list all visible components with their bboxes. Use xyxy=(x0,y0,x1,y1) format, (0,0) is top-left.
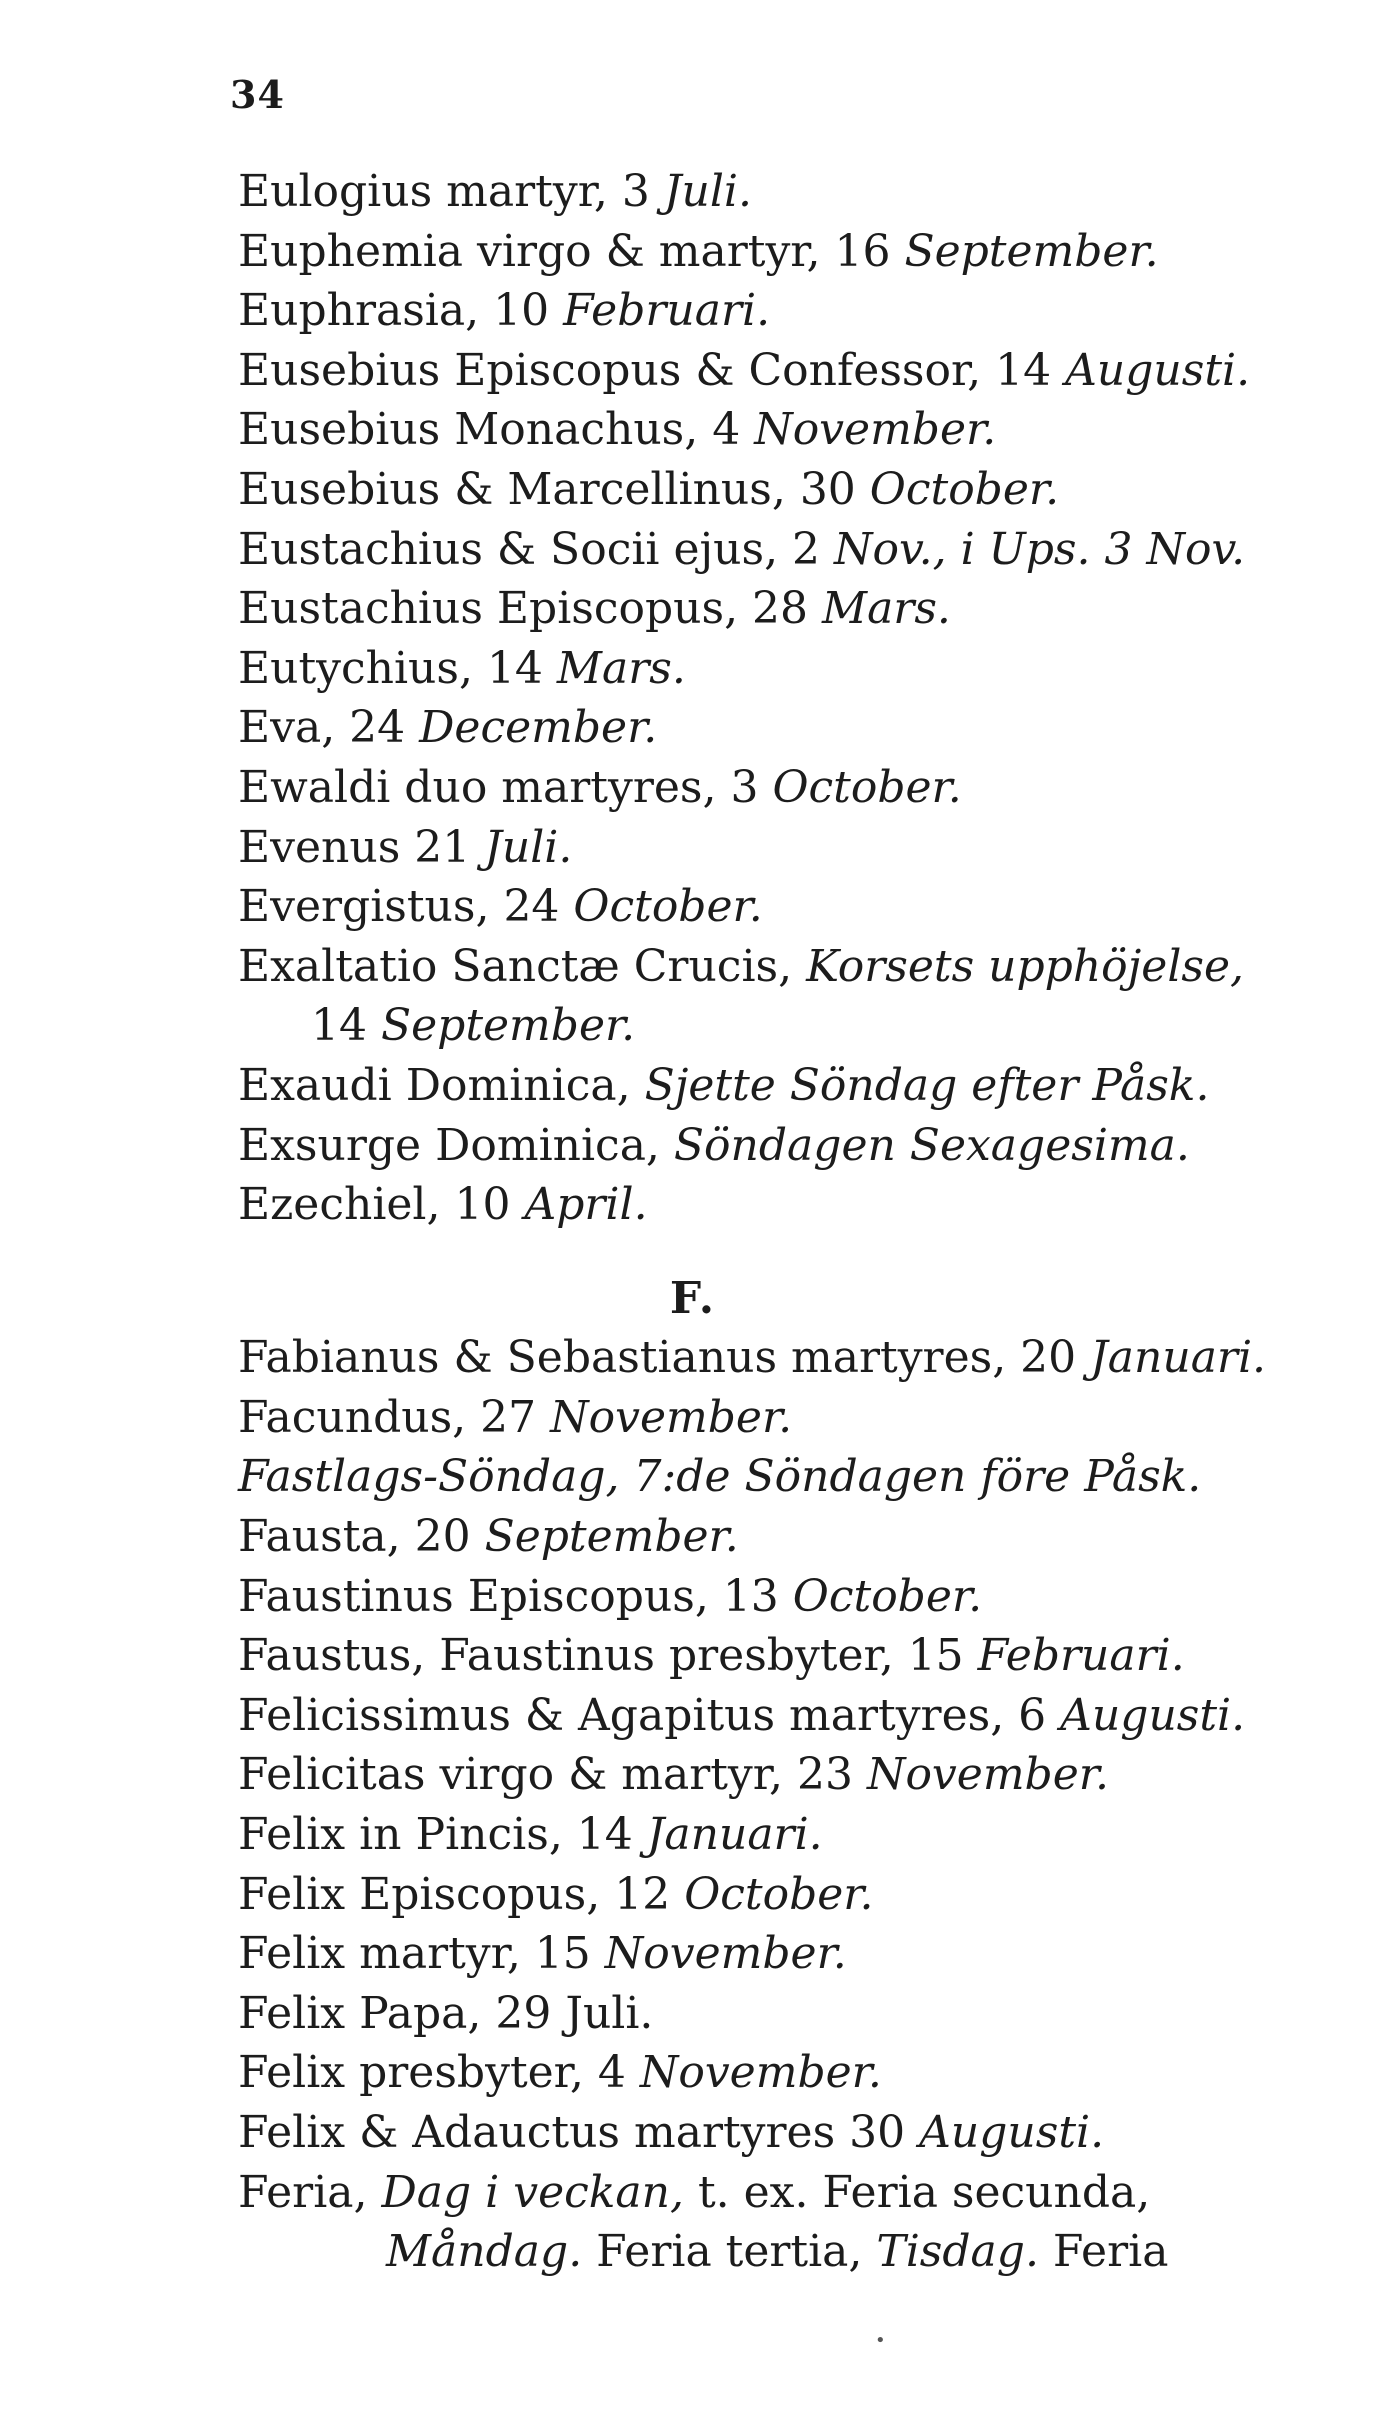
index-entry: Exaudi Dominica, Sjette Söndag efter Påsk. xyxy=(238,1059,1210,1111)
index-entry: Evenus 21 Juli. xyxy=(238,821,573,873)
index-entry: Eustachius Episcopus, 28 Mars. xyxy=(238,583,951,635)
index-entry: Fastlags-Söndag, 7:de Söndagen före Påsk. xyxy=(238,1451,1202,1503)
index-entry: Felix Papa, 29 Juli. xyxy=(238,1987,654,2039)
index-entry: Euphrasia, 10 Februari. xyxy=(238,285,771,337)
index-entry: Felix Episcopus, 12 October. xyxy=(238,1868,874,1920)
index-entry: Eusebius & Marcellinus, 30 October. xyxy=(238,463,1060,515)
section-heading: F. xyxy=(669,1272,717,1324)
index-entry: Ezechiel, 10 April. xyxy=(238,1179,648,1231)
index-entry: Felix in Pincis, 14 Januari. xyxy=(238,1809,823,1861)
index-entry: Felix presbyter, 4 November. xyxy=(238,2047,882,2099)
index-entry: Eustachius & Socii ejus, 2 Nov., i Ups. 3 Nov. xyxy=(238,523,1246,575)
page-number: 34 xyxy=(230,72,285,117)
index-entry: Ewaldi duo martyres, 3 October. xyxy=(238,761,962,813)
index-entry: Felix martyr, 15 November. xyxy=(238,1928,847,1980)
index-entry: Faustus, Faustinus presbyter, 15 Februari. xyxy=(238,1630,1185,1682)
index-entry: Felicitas virgo & martyr, 23 November. xyxy=(238,1749,1109,1801)
index-entry: Fabianus & Sebastianus martyres, 20 Januari. xyxy=(238,1332,1267,1384)
index-entry: Evergistus, 24 October. xyxy=(238,881,763,933)
index-entry-continuation: 14 September. xyxy=(311,1000,636,1052)
index-entry: Eusebius Monachus, 4 November. xyxy=(238,404,997,456)
index-entry-continuation: Måndag. Feria tertia, Tisdag. Feria xyxy=(386,2226,1169,2278)
index-entry-list xyxy=(238,162,1288,2282)
index-entry: Felix & Adauctus martyres 30 Augusti. xyxy=(238,2107,1105,2158)
index-entry: Eutychius, 14 Mars. xyxy=(238,642,686,694)
index-entry-feria: Feria, Dag i veckan, t. ex. Feria secunda, xyxy=(238,2166,1151,2218)
index-entry: Eusebius Episcopus & Confessor, 14 Augusti. xyxy=(238,344,1251,396)
index-entry: Eva, 24 December. xyxy=(238,702,658,754)
index-entry: Euphemia virgo & martyr, 16 September. xyxy=(238,225,1159,277)
index-entry: Exsurge Dominica, Söndagen Sexagesima. xyxy=(238,1119,1190,1171)
index-entry: Exaltatio Sanctæ Crucis, Korsets upphöjelse, xyxy=(238,940,1245,992)
section-spacer xyxy=(238,1235,1288,1269)
index-entry: Faustinus Episcopus, 13 October. xyxy=(238,1570,983,1622)
index-entry: Eulogius martyr, 3 Juli. xyxy=(238,166,752,217)
index-entry: Facundus, 27 November. xyxy=(238,1391,793,1443)
index-entry: Fausta, 20 September. xyxy=(238,1511,739,1563)
ink-speck: • xyxy=(875,2330,886,2351)
index-entry: Felicissimus & Agapitus martyres, 6 Augusti. xyxy=(238,1689,1246,1741)
